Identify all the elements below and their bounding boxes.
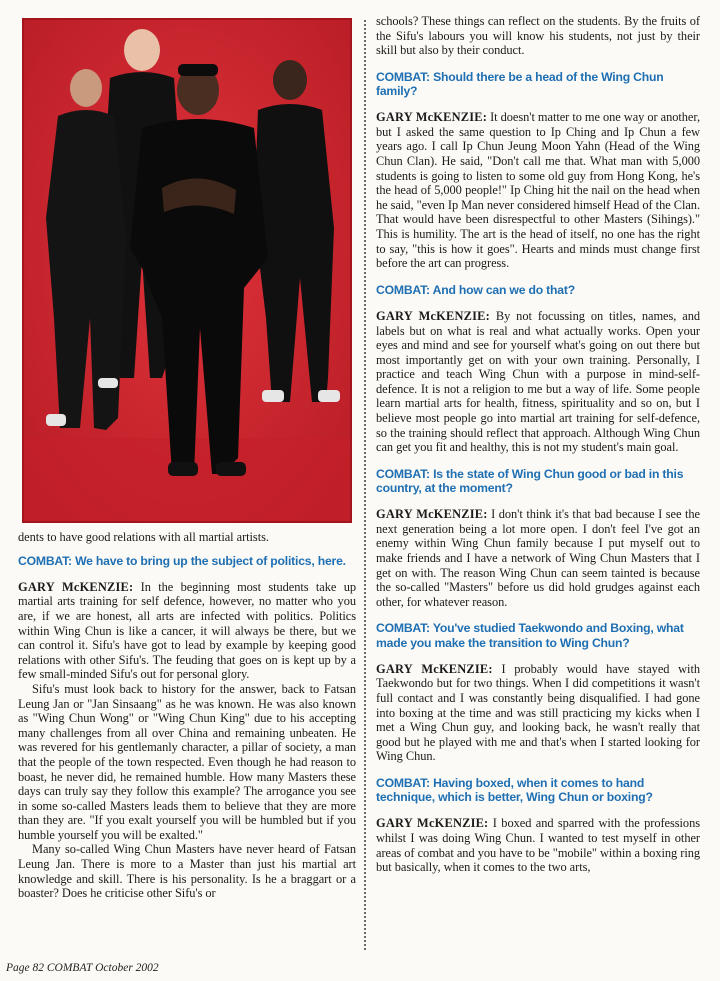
speaker-label: GARY McKENZIE: [376, 110, 488, 125]
combat-question-head: COMBAT: Should there be a head of the Wing Chun family? [376, 69, 664, 98]
four-martial-artists-photo [22, 18, 352, 523]
combat-question-how: COMBAT: And how can we do that? [376, 282, 575, 297]
combat-question-boxing: COMBAT: Having boxed, when it comes to hand technique, which is better, Wing Chun or boxing? [376, 775, 653, 805]
answer-text: In the beginning most students take up martial arts training for self defence, however, no matter who you are, if we are honest, all arts are infected with politics. Politics within Wing Chun is like a cancer, it will always be there, but we can control it. Sifu's have got to lead by example by keeping good relations with other Sifu's. The feuding that goes on is kept up by a few small-minded Sifu's out for personal glory. [18, 579, 356, 682]
speaker-label: GARY McKENZIE: [376, 308, 490, 323]
speaker-label: GARY McKENZIE: [376, 661, 493, 676]
column-divider [364, 20, 366, 950]
right-column [376, 14, 700, 875]
left-column [18, 530, 356, 901]
answer-text: It doesn't matter to me one way or another, but I asked the same question to Ip Ching and Ip Chun a few years ago. I call Ip Chun Jeung Moon Yahn (Head of the Wing Chun Clan). He said, "Don't call me that. What man with 5,000 students is going to listen to some old guy from Hong Kong, he's the head of 5,000 people!" Ip Ching hit the nail on the head when he said, "even Ip Man never considered himself Head of the Clan. That would have been disrespectful to other Masters (Sihings)." This is humility. The art is the head of itself, no one has the right to say, "this is how it goes". Hearts and minds must change first before the art can progress. [376, 110, 700, 271]
continued-text: dents to have good relations with all martial artists. [18, 530, 269, 544]
speaker-label: GARY McKENZIE: [376, 816, 489, 831]
page-footer: Page 82 COMBAT October 2002 [6, 962, 159, 974]
answer-state [376, 507, 700, 609]
answer-text: By not focussing on titles, names, and labels but on what is real and what actually works. Open your eyes and mind and see for yourself what's going on out there but most importantly get on with your own training. Personally, I practice and teach Wing Chun with a purpose in mind-self-defence. It is not a religion to me but a way of life. Some people learn martial arts for health, fitness, spirituality and so on, but I believe most people go into martial art training for self-defence, so the training should reflect that approach. Although Wing Chun can get you fit and healthy, this is not my student's main goal. [376, 308, 700, 455]
answer-how [376, 309, 700, 455]
paragraph-history: Sifu's must look back to history for the answer, back to Fatsan Leung Jan or "Jan Sinsaang" as he was known. He was also known as "Wing Chun Wong" or "Wing Chun King" due to his accepting many challenges from all over China and remaining unbeaten. He was revered for his gentlemanly character, a pillar of society, a man that the people of the town respected. Even though he had reason to boast, he never did, he remained humble. How many Masters these days can truly say they follow this example? The arrogance you see in some so-called Masters leads them to believe that they are more than they are. "If you exalt yourself you will be humbled but if you humble yourself you will be exalted." [18, 681, 356, 842]
speaker-label: GARY McKENZIE: [376, 507, 488, 522]
answer-head [376, 110, 700, 271]
answer-boxing [376, 816, 700, 874]
combat-question-politics: COMBAT: We have to bring up the subject of politics, here. [18, 553, 346, 568]
answer-text: I boxed and sparred with the professions whilst I was doing Wing Chun. I wanted to test myself in other areas of combat and you have to be "mobile" within a boxing ring but basically, when it comes to the two arts, [376, 816, 700, 875]
combat-question-transition: COMBAT: You've studied Taekwondo and Boxing, what made you make the transition to Wing Chun? [376, 621, 684, 650]
answer-text: I probably would have stayed with Taekwondo but for two things. When I did competitions it wasn't full contact and I was constantly being disqualified. I had gone into boxing at the time and was still practicing my kicks when I met a Wing Chun guy, and looking back, he wasn't really that good but he played with me and that's when I started looking for Wing Chun. [376, 661, 700, 764]
answer-text: I don't think it's that bad because I see the next generation being a lot more open. I don't feel I've got an enemy within Wing Chun family because I put myself out to make friends and I have a network of Wing Chun Masters that I get on with. The reason Wing Chun can seem tainted is because the so-called "Masters" before us did hold grudges against each other, for whatever reason. [376, 507, 700, 609]
answer-transition [376, 662, 700, 764]
continued-text: schools? These things can reflect on the students. By the fruits of the Sifu's labours you will know his students, not just by their skill but also by their conduct. [376, 14, 700, 58]
speaker-label: GARY McKENZIE: [18, 579, 134, 594]
paragraph-masters: Many so-called Wing Chun Masters have never heard of Fatsan Leung Jan. There is more to a Master than just his martial art knowledge and skill. There is his personality. Is he a braggart or a boaster? Does he criticise other Sifu's or [18, 842, 356, 901]
combat-question-state: COMBAT: Is the state of Wing Chun good or bad in this country, at the moment? [376, 466, 684, 496]
answer-politics [18, 580, 356, 682]
